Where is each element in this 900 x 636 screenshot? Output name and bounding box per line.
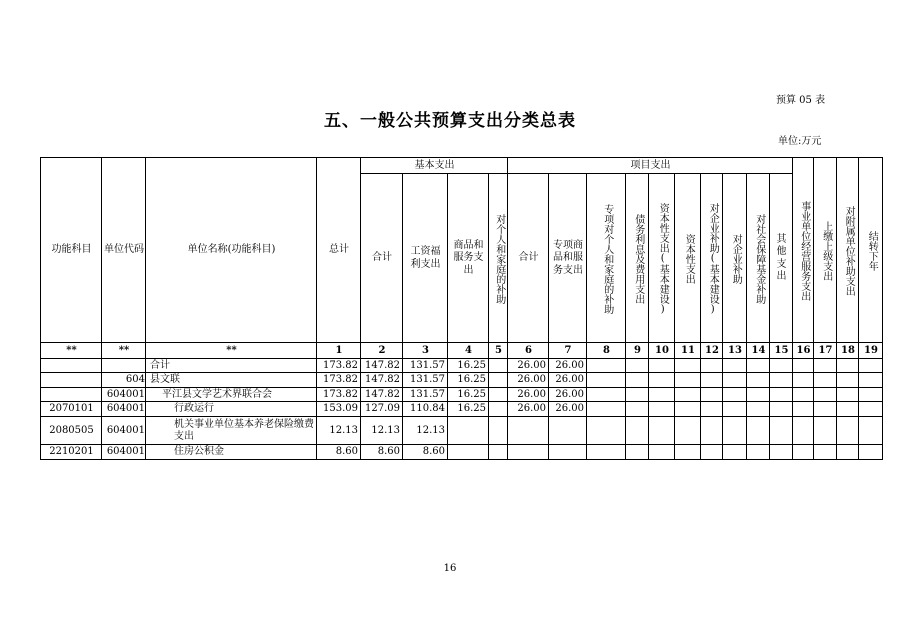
table-cell — [648, 387, 675, 402]
header-basic-label: 商品和服务支出 — [453, 239, 484, 276]
table-cell — [488, 358, 508, 373]
table-cell — [447, 416, 489, 445]
table-cell — [769, 401, 793, 417]
header-basic-group: 基本支出 — [360, 157, 508, 174]
table-cell: 16.25 — [447, 401, 489, 417]
table-cell — [700, 358, 723, 373]
table-cell — [586, 387, 626, 402]
table-cell — [40, 372, 102, 388]
table-cell: 147.82 — [360, 372, 403, 388]
index-cell: 19 — [858, 342, 883, 359]
table-cell: 26.00 — [548, 401, 587, 417]
table-cell — [674, 372, 701, 388]
table-cell — [769, 372, 793, 388]
header-project-group: 项目支出 — [507, 157, 793, 174]
table-cell: 173.82 — [316, 358, 361, 373]
header-project-col — [769, 173, 793, 343]
table-cell — [625, 416, 649, 445]
header-extra-label: 结转下年 — [866, 230, 878, 271]
table-cell — [40, 387, 102, 402]
header-project-label: 专项商品和服务支出 — [553, 239, 583, 276]
table-cell — [700, 372, 723, 388]
table-cell — [746, 372, 770, 388]
form-number: 预算 05 表 — [776, 95, 826, 106]
index-cell: 3 — [402, 342, 448, 359]
header-project-label: 对企业补助 — [730, 233, 742, 284]
index-cell: 10 — [648, 342, 675, 359]
header-project-col — [625, 173, 649, 343]
index-cell: 2 — [360, 342, 403, 359]
table-cell: 16.25 — [447, 358, 489, 373]
table-cell — [700, 444, 723, 460]
table-cell — [746, 387, 770, 402]
header-total: 总计 — [316, 157, 361, 343]
table-cell: 26.00 — [548, 358, 587, 373]
table-cell: 2070101 — [40, 401, 102, 417]
header-basic-label: 工资福利支出 — [410, 246, 441, 270]
table-cell: 26.00 — [507, 387, 549, 402]
header-extra-col — [813, 157, 837, 343]
index-cell: 16 — [792, 342, 814, 359]
index-cell: 12 — [700, 342, 723, 359]
header-project-label: 其他支出 — [776, 233, 787, 282]
table-cell — [507, 416, 549, 445]
table-cell — [836, 401, 859, 417]
table-cell — [813, 416, 837, 445]
table-cell — [769, 416, 793, 445]
table-cell — [625, 372, 649, 388]
table-cell — [625, 387, 649, 402]
header-basic-col — [488, 173, 508, 343]
table-cell: 604001 — [101, 416, 146, 445]
table-cell — [836, 387, 859, 402]
table-cell: 173.82 — [316, 387, 361, 402]
table-cell: 127.09 — [360, 401, 403, 417]
table-cell: 173.82 — [316, 372, 361, 388]
table-cell: 26.00 — [507, 401, 549, 417]
table-cell — [548, 444, 587, 460]
index-cell: 14 — [746, 342, 770, 359]
table-cell — [447, 444, 489, 460]
index-cell: 5 — [488, 342, 508, 359]
table-cell — [648, 444, 675, 460]
header-func-code: 功能科目 — [40, 157, 102, 343]
table-cell — [586, 372, 626, 388]
table-cell — [40, 358, 102, 373]
table-cell — [548, 416, 587, 445]
table-cell: 147.82 — [360, 387, 403, 402]
table-cell: 153.09 — [316, 401, 361, 417]
header-project-label: 对社会保障基金补助 — [753, 213, 765, 304]
row-name-cell: 行政运行 — [145, 401, 317, 417]
header-project-col — [674, 173, 701, 343]
table-cell — [648, 358, 675, 373]
table-cell — [813, 372, 837, 388]
header-project-col — [700, 173, 723, 343]
table-cell — [488, 444, 508, 460]
table-cell — [700, 387, 723, 402]
table-cell — [648, 416, 675, 445]
header-extra-col — [858, 157, 883, 343]
table-cell — [836, 358, 859, 373]
header-project-col — [648, 173, 675, 343]
page-number: 16 — [443, 563, 457, 574]
table-cell — [722, 416, 747, 445]
table-cell — [769, 444, 793, 460]
table-cell: 12.13 — [316, 416, 361, 445]
table-cell: 8.60 — [360, 444, 403, 460]
header-basic-label: 对个人和家庭的补助 — [493, 213, 505, 304]
table-cell — [858, 372, 883, 388]
table-cell: 12.13 — [402, 416, 448, 445]
index-cell: 17 — [813, 342, 837, 359]
table-cell: 26.00 — [548, 372, 587, 388]
table-cell — [586, 416, 626, 445]
row-name-cell: 县文联 — [145, 372, 317, 388]
header-project-label: 资本性支出(基本建设) — [657, 202, 669, 315]
table-cell: 2210201 — [40, 444, 102, 460]
header-unit-name: 单位名称(功能科目) — [145, 157, 317, 343]
table-cell — [507, 444, 549, 460]
table-cell — [674, 416, 701, 445]
table-cell — [586, 401, 626, 417]
table-cell — [488, 387, 508, 402]
unit-label: 单位:万元 — [778, 136, 822, 147]
header-project-label: 合计 — [518, 252, 539, 264]
table-cell — [858, 401, 883, 417]
row-name-cell: 合计 — [145, 358, 317, 373]
table-cell: 16.25 — [447, 372, 489, 388]
table-cell — [792, 387, 814, 402]
table-cell — [101, 358, 146, 373]
table-cell — [746, 416, 770, 445]
table-cell — [648, 372, 675, 388]
table-cell — [722, 358, 747, 373]
table-cell — [488, 401, 508, 417]
table-cell — [792, 358, 814, 373]
index-cell: ** — [145, 342, 317, 359]
budget-table — [40, 157, 878, 466]
header-extra-label: 对附属单位补助支出 — [843, 205, 855, 296]
table-cell — [586, 444, 626, 460]
table-cell — [858, 387, 883, 402]
table-cell — [792, 372, 814, 388]
table-cell: 604 — [101, 372, 146, 388]
index-cell: 4 — [447, 342, 489, 359]
table-cell — [722, 401, 747, 417]
header-extra-label: 上缴上级支出 — [820, 220, 832, 281]
header-basic-label: 合计 — [372, 252, 392, 264]
table-cell — [813, 444, 837, 460]
header-basic-col — [360, 173, 403, 343]
table-cell — [858, 358, 883, 373]
table-cell: 604001 — [101, 401, 146, 417]
row-name-cell: 机关事业单位基本养老保险缴费支出 — [145, 416, 317, 445]
table-cell: 131.57 — [402, 372, 448, 388]
header-project-col — [586, 173, 626, 343]
index-cell: ** — [40, 342, 102, 359]
table-cell — [836, 372, 859, 388]
table-cell — [722, 444, 747, 460]
table-cell: 8.60 — [402, 444, 448, 460]
table-cell: 110.84 — [402, 401, 448, 417]
table-cell — [488, 416, 508, 445]
table-cell — [722, 387, 747, 402]
table-cell — [813, 387, 837, 402]
table-cell — [674, 401, 701, 417]
table-cell — [625, 358, 649, 373]
header-basic-col — [447, 173, 489, 343]
table-cell — [813, 358, 837, 373]
header-project-col — [507, 173, 549, 343]
table-cell: 131.57 — [402, 387, 448, 402]
index-cell: ** — [101, 342, 146, 359]
table-cell — [858, 444, 883, 460]
table-cell — [792, 401, 814, 417]
table-cell — [674, 444, 701, 460]
index-cell: 6 — [507, 342, 549, 359]
table-cell — [700, 416, 723, 445]
table-cell — [792, 416, 814, 445]
row-name-cell: 住房公积金 — [145, 444, 317, 460]
index-cell: 8 — [586, 342, 626, 359]
table-cell — [625, 444, 649, 460]
index-cell: 7 — [548, 342, 587, 359]
index-cell: 18 — [836, 342, 859, 359]
table-cell — [674, 358, 701, 373]
header-project-col — [548, 173, 587, 343]
table-cell: 8.60 — [316, 444, 361, 460]
header-project-label: 对企业补助(基本建设) — [707, 202, 719, 315]
header-project-col — [746, 173, 770, 343]
table-cell: 26.00 — [507, 372, 549, 388]
table-cell — [746, 358, 770, 373]
table-cell: 2080505 — [40, 416, 102, 445]
table-cell — [769, 358, 793, 373]
index-cell: 13 — [722, 342, 747, 359]
page-title: 五、一般公共预算支出分类总表 — [324, 111, 576, 131]
table-cell — [586, 358, 626, 373]
index-cell: 9 — [625, 342, 649, 359]
table-cell — [813, 401, 837, 417]
table-cell: 147.82 — [360, 358, 403, 373]
table-cell — [836, 444, 859, 460]
table-cell — [746, 444, 770, 460]
header-project-label: 债务利息及费用支出 — [632, 213, 644, 304]
header-project-label: 资本性支出 — [683, 233, 695, 284]
table-cell — [488, 372, 508, 388]
table-cell: 16.25 — [447, 387, 489, 402]
table-cell — [769, 387, 793, 402]
table-cell — [792, 444, 814, 460]
table-cell — [625, 401, 649, 417]
table-cell — [700, 401, 723, 417]
index-cell: 1 — [316, 342, 361, 359]
table-cell — [746, 401, 770, 417]
table-cell: 26.00 — [507, 358, 549, 373]
table-cell: 131.57 — [402, 358, 448, 373]
header-project-col — [722, 173, 747, 343]
table-cell — [674, 387, 701, 402]
header-extra-col — [792, 157, 814, 343]
table-cell — [836, 416, 859, 445]
index-cell: 11 — [674, 342, 701, 359]
table-cell — [648, 401, 675, 417]
table-cell: 12.13 — [360, 416, 403, 445]
table-cell: 604001 — [101, 444, 146, 460]
header-unit-code: 单位代码 — [101, 157, 146, 343]
table-cell: 26.00 — [548, 387, 587, 402]
table-cell — [722, 372, 747, 388]
header-extra-col — [836, 157, 859, 343]
index-cell: 15 — [769, 342, 793, 359]
header-basic-col — [402, 173, 448, 343]
header-extra-label: 事业单位经营服务支出 — [798, 200, 810, 301]
table-cell — [858, 416, 883, 445]
header-project-label: 专项对个人和家庭的补助 — [601, 203, 613, 314]
row-name-cell: 平江县文学艺术界联合会 — [145, 387, 317, 402]
table-cell: 604001 — [101, 387, 146, 402]
